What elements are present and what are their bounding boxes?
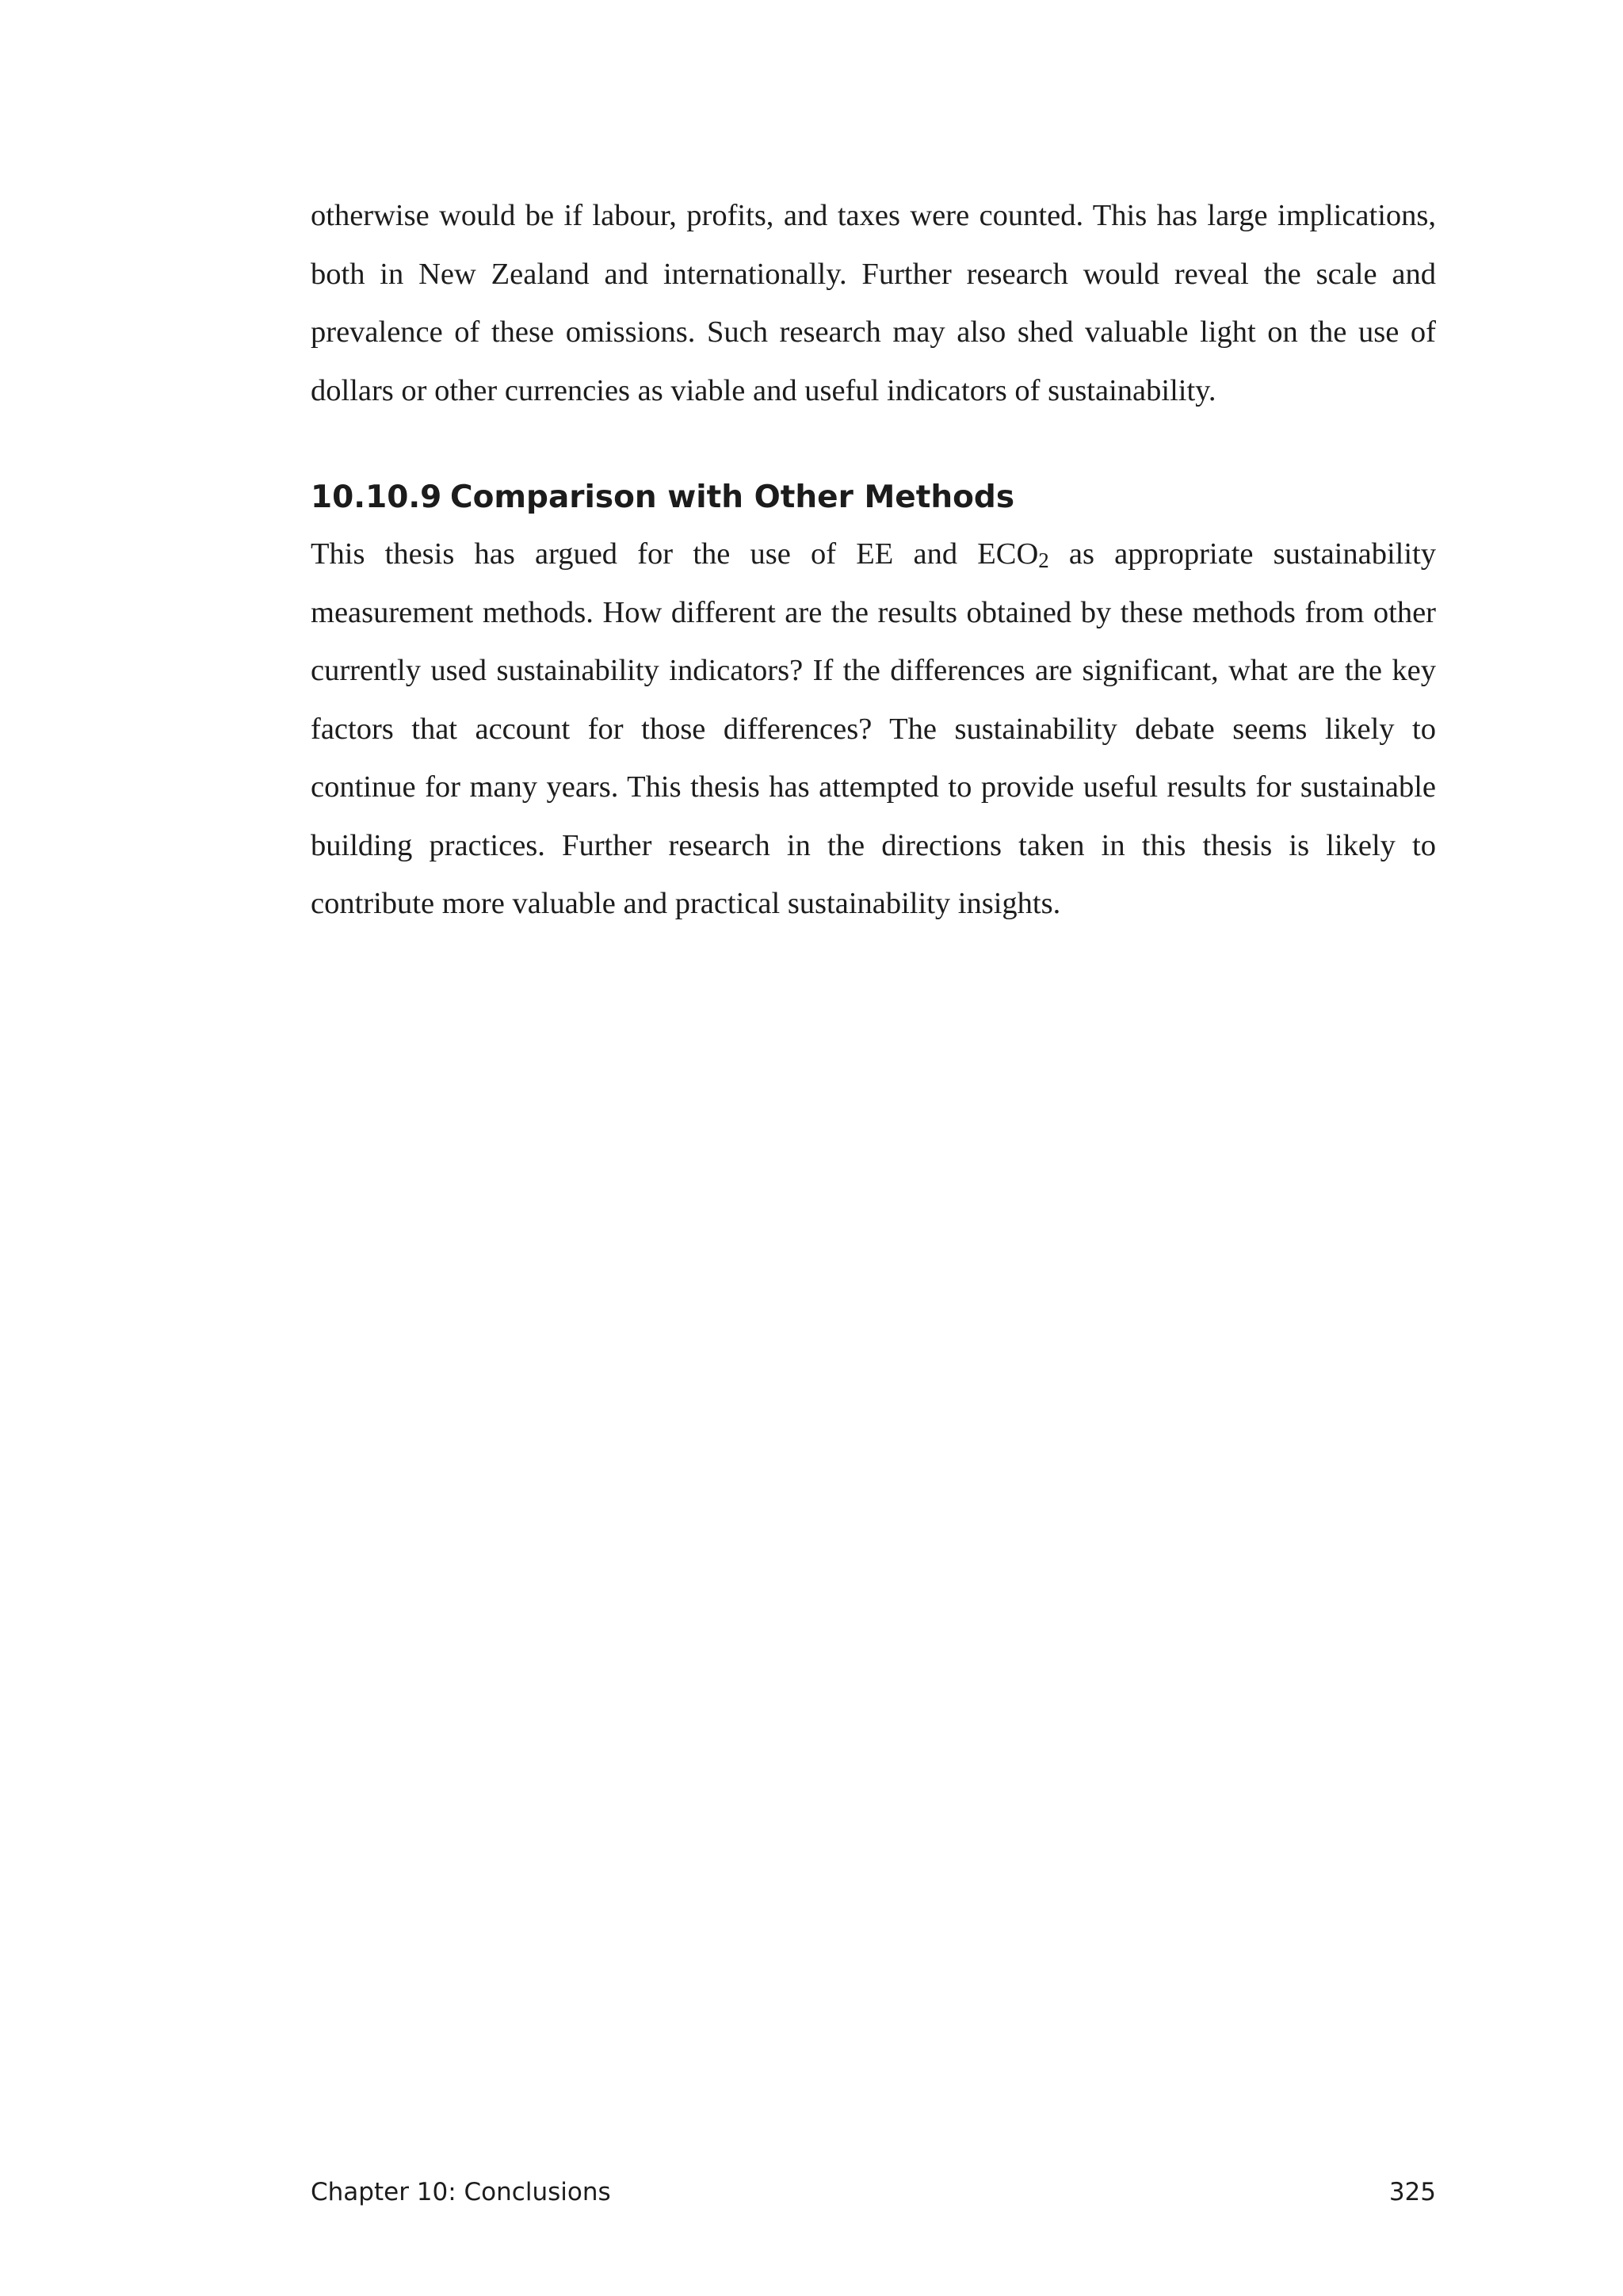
footer-chapter: Chapter 10: Conclusions bbox=[311, 2178, 611, 2206]
section-paragraph bbox=[311, 525, 1436, 934]
continued-paragraph: otherwise would be if labour, profits, and taxes were counted. This has large implications, both in New Zealand and internationally. Further research would reveal the scale and prevalence of these omissions. Such research may also shed valuable light on the use of dollars or other currencies as viable and useful indicators of sustainability. bbox=[311, 199, 1436, 407]
page-number: 325 bbox=[1388, 2178, 1436, 2206]
section-paragraph-part1: This thesis has argued for the use of EE and ECO bbox=[311, 537, 1039, 571]
section-paragraph-part2: as appropriate sustainability measurement methods. How different are the results obtained by these methods from other currently used sustainability indicators? If the differences are significant, what are the key factors that account for those differences? The sustainability debate seems likely to continue for many years. This thesis has attempted to provide useful results for sustainable building practices. Further research in the directions taken in this thesis is likely to contribute more valuable and practical sustainability insights. bbox=[311, 537, 1436, 920]
section-number: 10.10.9 bbox=[311, 479, 442, 515]
section-heading bbox=[311, 478, 1436, 518]
co2-subscript: 2 bbox=[1038, 548, 1049, 572]
page-content bbox=[311, 187, 1436, 934]
section-title: Comparison with Other Methods bbox=[450, 479, 1015, 515]
